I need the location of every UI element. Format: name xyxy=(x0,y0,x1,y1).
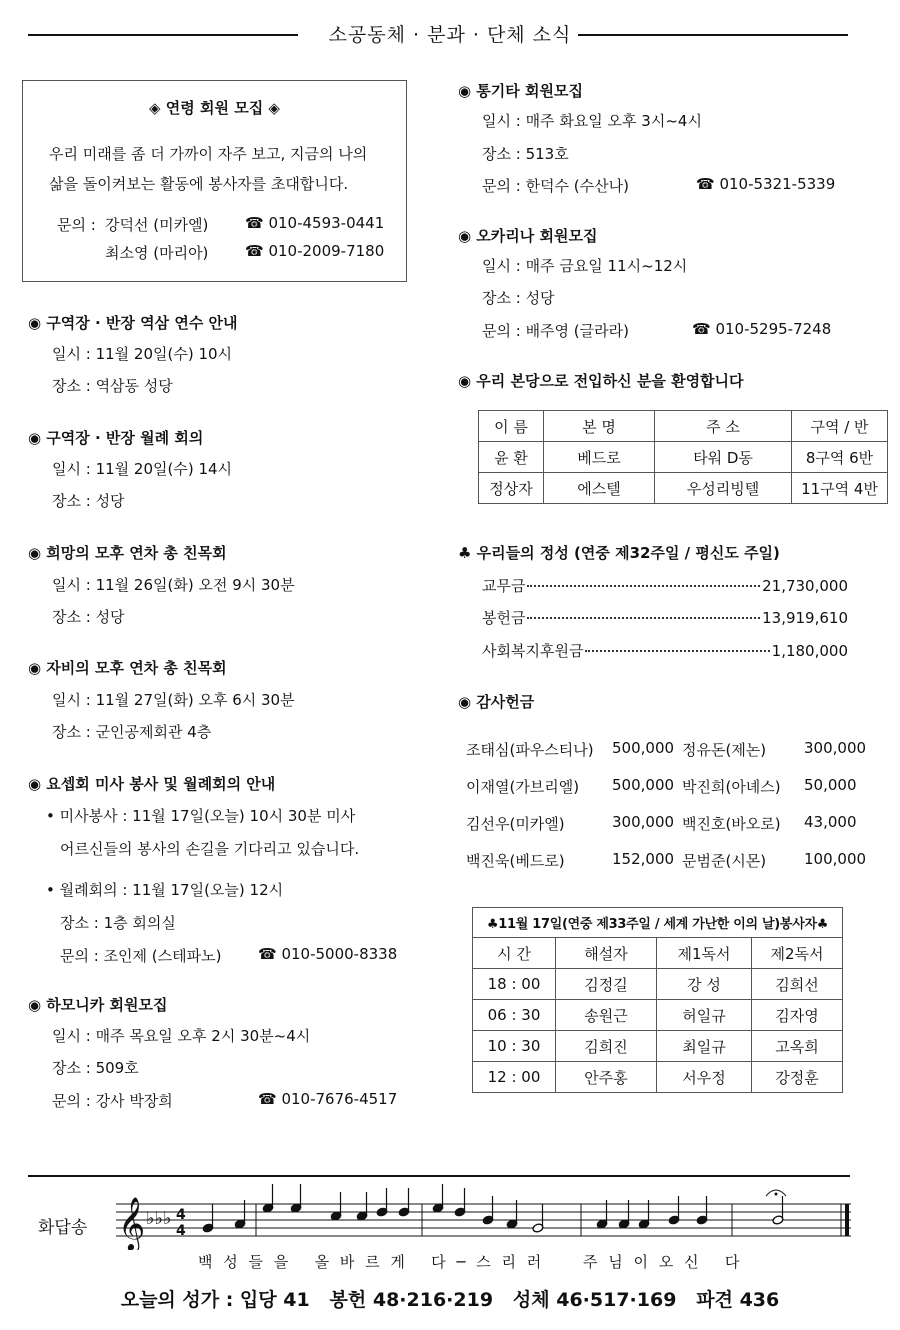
donor-name: 백진욱(베드로) xyxy=(466,852,565,870)
section-title-joseph-society: ◉ 요셉회 미사 봉사 및 월례회의 안내 xyxy=(28,775,276,793)
donor-amount: 50,000 xyxy=(804,776,857,794)
mercy-gathering-date: 일시 : 11월 27일(화) 오후 6시 30분 xyxy=(52,691,295,709)
offering-item xyxy=(482,607,848,628)
mercy-gathering-place: 장소 : 군인공제회관 4층 xyxy=(52,723,212,741)
section-title-harmonica: ◉ 하모니카 회원모집 xyxy=(28,996,168,1014)
volunteer-header-time: 시 간 xyxy=(473,938,556,969)
recruit-body-2: 삶을 돌이켜보는 활동에 봉사자를 초대합니다. xyxy=(49,175,349,193)
volunteer-cell: 강정훈 xyxy=(752,1062,843,1093)
welcome-cell: 우성리빙텔 xyxy=(655,473,792,504)
hope-gathering-place: 장소 : 성당 xyxy=(52,608,125,626)
section-title-leader-training: ◉ 구역장 · 반장 역삼 연수 안내 xyxy=(28,314,238,332)
leader-training-place: 장소 : 역삼동 성당 xyxy=(52,377,173,395)
donor-name: 정유돈(제논) xyxy=(682,741,767,759)
offering-item xyxy=(482,640,848,661)
volunteer-cell: 고옥희 xyxy=(752,1031,843,1062)
welcome-table xyxy=(478,410,888,504)
table-row xyxy=(479,442,888,473)
welcome-header-name: 이 름 xyxy=(479,411,544,442)
guitar-contact-phone: ☎ 010-5321-5339 xyxy=(696,175,836,193)
donor-amount: 500,000 xyxy=(612,739,675,757)
donor-name: 백진호(바오로) xyxy=(682,815,781,833)
section-title-welcome: ◉ 우리 본당으로 전입하신 분을 환영합니다 xyxy=(458,372,744,390)
section-title-guitar: ◉ 통기타 회원모집 xyxy=(458,82,583,100)
dot-leader xyxy=(527,617,760,619)
joseph-meeting-place: 장소 : 1층 회의실 xyxy=(60,914,176,932)
donor-name: 문범준(시몬) xyxy=(682,852,767,870)
todays-hymns: 오늘의 성가 : 입당 41 봉헌 48·216·219 성체 46·517·169 파견 436 xyxy=(120,1289,780,1311)
section-title-leader-meeting: ◉ 구역장 · 반장 월례 회의 xyxy=(28,429,204,447)
recruit-title: ◈ 연령 회원 모집 ◈ xyxy=(149,99,280,117)
volunteer-header-reading1: 제1독서 xyxy=(657,938,752,969)
donor-amount: 43,000 xyxy=(804,813,857,831)
volunteer-cell: 서우정 xyxy=(657,1062,752,1093)
volunteer-header-reading2: 제2독서 xyxy=(752,938,843,969)
joseph-mass-service: • 미사봉사 : 11월 17일(오늘) 10시 30분 미사 xyxy=(46,807,356,825)
welcome-cell: 베드로 xyxy=(544,442,655,473)
ocarina-contact-phone: ☎ 010-5295-7248 xyxy=(692,320,832,338)
section-title-offering: ♣ 우리들의 정성 (연중 제32주일 / 평신도 주일) xyxy=(458,544,780,562)
donor-name: 조태심(파우스티나) xyxy=(466,741,594,759)
joseph-monthly-meeting: • 월례회의 : 11월 17일(오늘) 12시 xyxy=(46,881,284,899)
ocarina-place: 장소 : 성당 xyxy=(482,289,555,307)
recruit-contact-2-name: 최소영 (마리아) xyxy=(105,244,209,262)
recruit-contact-2-phone: ☎ 010-2009-7180 xyxy=(245,242,385,260)
recruit-contact-1-phone: ☎ 010-4593-0441 xyxy=(245,214,385,232)
volunteer-title: ♣11월 17일(연중 제33주일 / 세계 가난한 이의 날)봉사자♣ xyxy=(473,908,843,938)
volunteer-cell: 김정길 xyxy=(556,969,657,1000)
table-row xyxy=(473,969,843,1000)
dot-leader xyxy=(585,650,769,652)
volunteer-cell: 허일규 xyxy=(657,1000,752,1031)
offering-amount: 1,180,000 xyxy=(771,641,848,660)
harmonica-place: 장소 : 509호 xyxy=(52,1059,139,1077)
svg-text:4: 4 xyxy=(176,1223,186,1239)
volunteer-cell: 10 : 30 xyxy=(473,1031,556,1062)
harmonica-contact: 문의 : 강사 박장희 xyxy=(52,1092,173,1110)
welcome-cell: 정상자 xyxy=(479,473,544,504)
joseph-mass-note: 어르신들의 봉사의 손길을 기다리고 있습니다. xyxy=(60,840,360,858)
volunteer-cell: 18 : 00 xyxy=(473,969,556,1000)
guitar-date: 일시 : 매주 화요일 오후 3시~4시 xyxy=(482,112,702,130)
leader-meeting-date: 일시 : 11월 20일(수) 14시 xyxy=(52,460,233,478)
donor-name: 박진희(아녜스) xyxy=(682,778,781,796)
donor-amount: 500,000 xyxy=(612,776,675,794)
psalm-lyrics: 백 성 들 을 올 바 르 게 다 ─ 스 리 러 주 님 이 오 신 다 xyxy=(198,1253,743,1271)
leader-training-date: 일시 : 11월 20일(수) 10시 xyxy=(52,345,233,363)
offering-label: 봉헌금 xyxy=(482,609,526,627)
svg-text:4: 4 xyxy=(176,1207,186,1223)
ocarina-contact: 문의 : 배주영 (글라라) xyxy=(482,322,629,340)
welcome-header-address: 주 소 xyxy=(655,411,792,442)
volunteer-header-commentator: 해설자 xyxy=(556,938,657,969)
harmonica-contact-phone: ☎ 010-7676-4517 xyxy=(258,1090,398,1108)
donor-amount: 100,000 xyxy=(804,850,867,868)
offering-item xyxy=(482,575,848,596)
volunteer-table xyxy=(472,907,843,1093)
donor-name: 이재열(가브리엘) xyxy=(466,778,580,796)
volunteer-cell: 강 성 xyxy=(657,969,752,1000)
volunteer-cell: 최일규 xyxy=(657,1031,752,1062)
joseph-contact: 문의 : 조인제 (스테파노) xyxy=(60,947,222,965)
table-row xyxy=(473,1062,843,1093)
recruit-body-1: 우리 미래를 좀 더 가까이 자주 보고, 지금의 나의 xyxy=(49,145,368,163)
volunteer-cell: 김자영 xyxy=(752,1000,843,1031)
section-title-hope-gathering: ◉ 희망의 모후 연차 총 친목회 xyxy=(28,544,227,562)
leader-meeting-place: 장소 : 성당 xyxy=(52,492,125,510)
dot-leader xyxy=(527,585,760,587)
section-title-ocarina: ◉ 오카리나 회원모집 xyxy=(458,227,598,245)
hope-gathering-date: 일시 : 11월 26일(화) 오전 9시 30분 xyxy=(52,576,295,594)
offering-amount: 13,919,610 xyxy=(762,608,848,627)
header-rule-right xyxy=(578,34,848,36)
table-row xyxy=(473,1000,843,1031)
section-title-thanks: ◉ 감사헌금 xyxy=(458,693,535,711)
svg-text:𝄞: 𝄞 xyxy=(118,1196,146,1250)
welcome-cell: 에스텔 xyxy=(544,473,655,504)
offering-amount: 21,730,000 xyxy=(762,576,848,595)
guitar-place: 장소 : 513호 xyxy=(482,145,569,163)
psalm-rule xyxy=(28,1175,850,1177)
donor-amount: 300,000 xyxy=(804,739,867,757)
welcome-header-baptismal: 본 명 xyxy=(544,411,655,442)
welcome-cell: 11구역 4반 xyxy=(792,473,888,504)
ocarina-date: 일시 : 매주 금요일 11시~12시 xyxy=(482,257,688,275)
page-title: 소공동체 · 분과 · 단체 소식 xyxy=(328,24,572,46)
volunteer-cell: 12 : 00 xyxy=(473,1062,556,1093)
table-row xyxy=(473,1031,843,1062)
section-title-mercy-gathering: ◉ 자비의 모후 연차 총 친목회 xyxy=(28,659,227,677)
volunteer-cell: 송원근 xyxy=(556,1000,657,1031)
psalm-label: 화답송 xyxy=(38,1218,88,1238)
volunteer-cell: 06 : 30 xyxy=(473,1000,556,1031)
recruit-box xyxy=(22,80,407,282)
welcome-header-district: 구역 / 반 xyxy=(792,411,888,442)
svg-text:♭♭♭: ♭♭♭ xyxy=(146,1208,172,1229)
recruit-contact-label: 문의 : xyxy=(57,216,96,234)
offering-label: 교무금 xyxy=(482,577,526,595)
joseph-contact-phone: ☎ 010-5000-8338 xyxy=(258,945,398,963)
harmonica-date: 일시 : 매주 목요일 오후 2시 30분~4시 xyxy=(52,1027,311,1045)
table-row xyxy=(479,473,888,504)
volunteer-cell: 김희진 xyxy=(556,1031,657,1062)
volunteer-cell: 김희선 xyxy=(752,969,843,1000)
donor-amount: 300,000 xyxy=(612,813,675,831)
welcome-cell: 8구역 6반 xyxy=(792,442,888,473)
donor-amount: 152,000 xyxy=(612,850,675,868)
guitar-contact: 문의 : 한덕수 (수산나) xyxy=(482,177,629,195)
welcome-cell: 윤 환 xyxy=(479,442,544,473)
recruit-contact-1-name: 강덕선 (미카엘) xyxy=(105,216,209,234)
volunteer-cell: 안주홍 xyxy=(556,1062,657,1093)
offering-label: 사회복지후원금 xyxy=(482,642,584,660)
welcome-cell: 타워 D동 xyxy=(655,442,792,473)
psalm-staff xyxy=(116,1182,856,1250)
donor-name: 김선우(미카엘) xyxy=(466,815,565,833)
